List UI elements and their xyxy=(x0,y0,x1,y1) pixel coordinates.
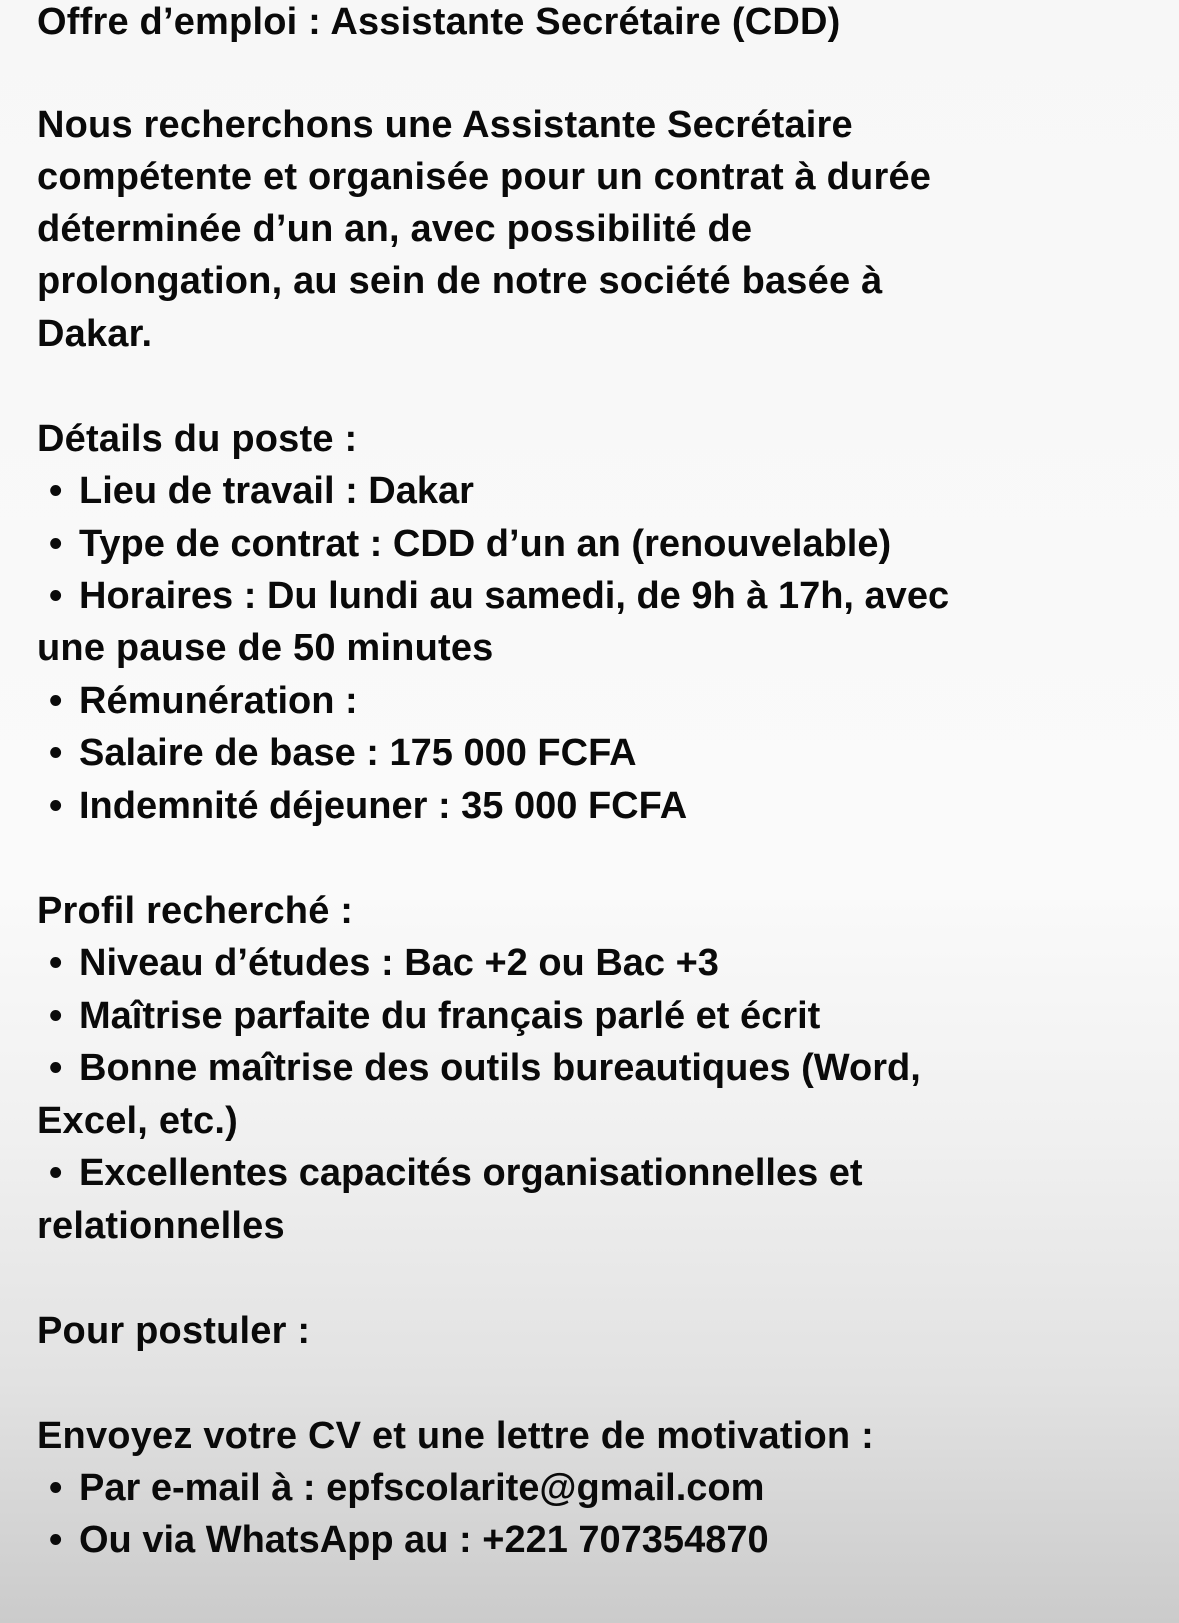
list-item xyxy=(49,937,719,989)
list-item xyxy=(49,570,949,622)
list-item xyxy=(49,1147,863,1199)
list-item xyxy=(49,465,474,517)
bullet-icon: • xyxy=(49,785,63,827)
list-item-text: Salaire de base : 175 000 FCFA xyxy=(79,732,637,774)
list-item xyxy=(49,990,820,1042)
apply-heading: Pour postuler : xyxy=(37,1310,311,1352)
list-item xyxy=(49,518,891,570)
whatsapp-contact-text: Ou via WhatsApp au : +221 707354870 xyxy=(79,1519,769,1561)
bullet-icon: • xyxy=(49,575,63,617)
page-title: Offre d’emploi : Assistante Secrétaire (CDD) xyxy=(37,1,841,43)
list-item-email xyxy=(49,1462,764,1514)
intro-line: déterminée d’un an, avec possibilité de xyxy=(37,208,753,250)
list-item xyxy=(49,727,637,779)
list-item-text: Niveau d’études : Bac +2 ou Bac +3 xyxy=(79,942,719,984)
list-item-text: Excellentes capacités organisationnelles et xyxy=(79,1152,863,1194)
list-item-text: Maîtrise parfaite du français parlé et écrit xyxy=(79,995,821,1037)
bullet-icon: • xyxy=(49,470,63,512)
bullet-icon: • xyxy=(49,680,63,722)
list-item-whatsapp xyxy=(49,1514,769,1566)
bullet-icon: • xyxy=(49,523,63,565)
bullet-icon: • xyxy=(49,1047,63,1089)
bullet-icon: • xyxy=(49,1152,63,1194)
intro-line: Nous recherchons une Assistante Secrétaire xyxy=(37,104,853,146)
bullet-icon: • xyxy=(49,942,63,984)
bullet-icon: • xyxy=(49,732,63,774)
list-item xyxy=(49,780,687,832)
list-item-continuation: Excel, etc.) xyxy=(37,1100,238,1142)
bullet-icon: • xyxy=(49,1467,63,1509)
list-item-text: Rémunération : xyxy=(79,680,358,722)
list-item xyxy=(49,1042,921,1094)
profile-heading: Profil recherché : xyxy=(37,890,354,932)
list-item-text: Lieu de travail : Dakar xyxy=(79,470,474,512)
list-item-text: Horaires : Du lundi au samedi, de 9h à 17h, avec xyxy=(79,575,950,617)
list-item-text: Type de contrat : CDD d’un an (renouvelable) xyxy=(79,523,892,565)
list-item-text: Bonne maîtrise des outils bureautiques (Word, xyxy=(79,1047,921,1089)
apply-instruction: Envoyez votre CV et une lettre de motivation : xyxy=(37,1415,874,1457)
details-heading: Détails du poste : xyxy=(37,418,358,460)
intro-line: Dakar. xyxy=(37,313,153,355)
intro-line: prolongation, au sein de notre société basée à xyxy=(37,260,883,302)
list-item-text: Indemnité déjeuner : 35 000 FCFA xyxy=(79,785,688,827)
list-item-continuation: une pause de 50 minutes xyxy=(37,627,494,669)
bullet-icon: • xyxy=(49,995,63,1037)
intro-line: compétente et organisée pour un contrat à durée xyxy=(37,156,932,198)
list-item xyxy=(49,675,358,727)
list-item-continuation: relationnelles xyxy=(37,1205,285,1247)
bullet-icon: • xyxy=(49,1519,63,1561)
email-contact-text: Par e-mail à : epfscolarite@gmail.com xyxy=(79,1467,765,1509)
